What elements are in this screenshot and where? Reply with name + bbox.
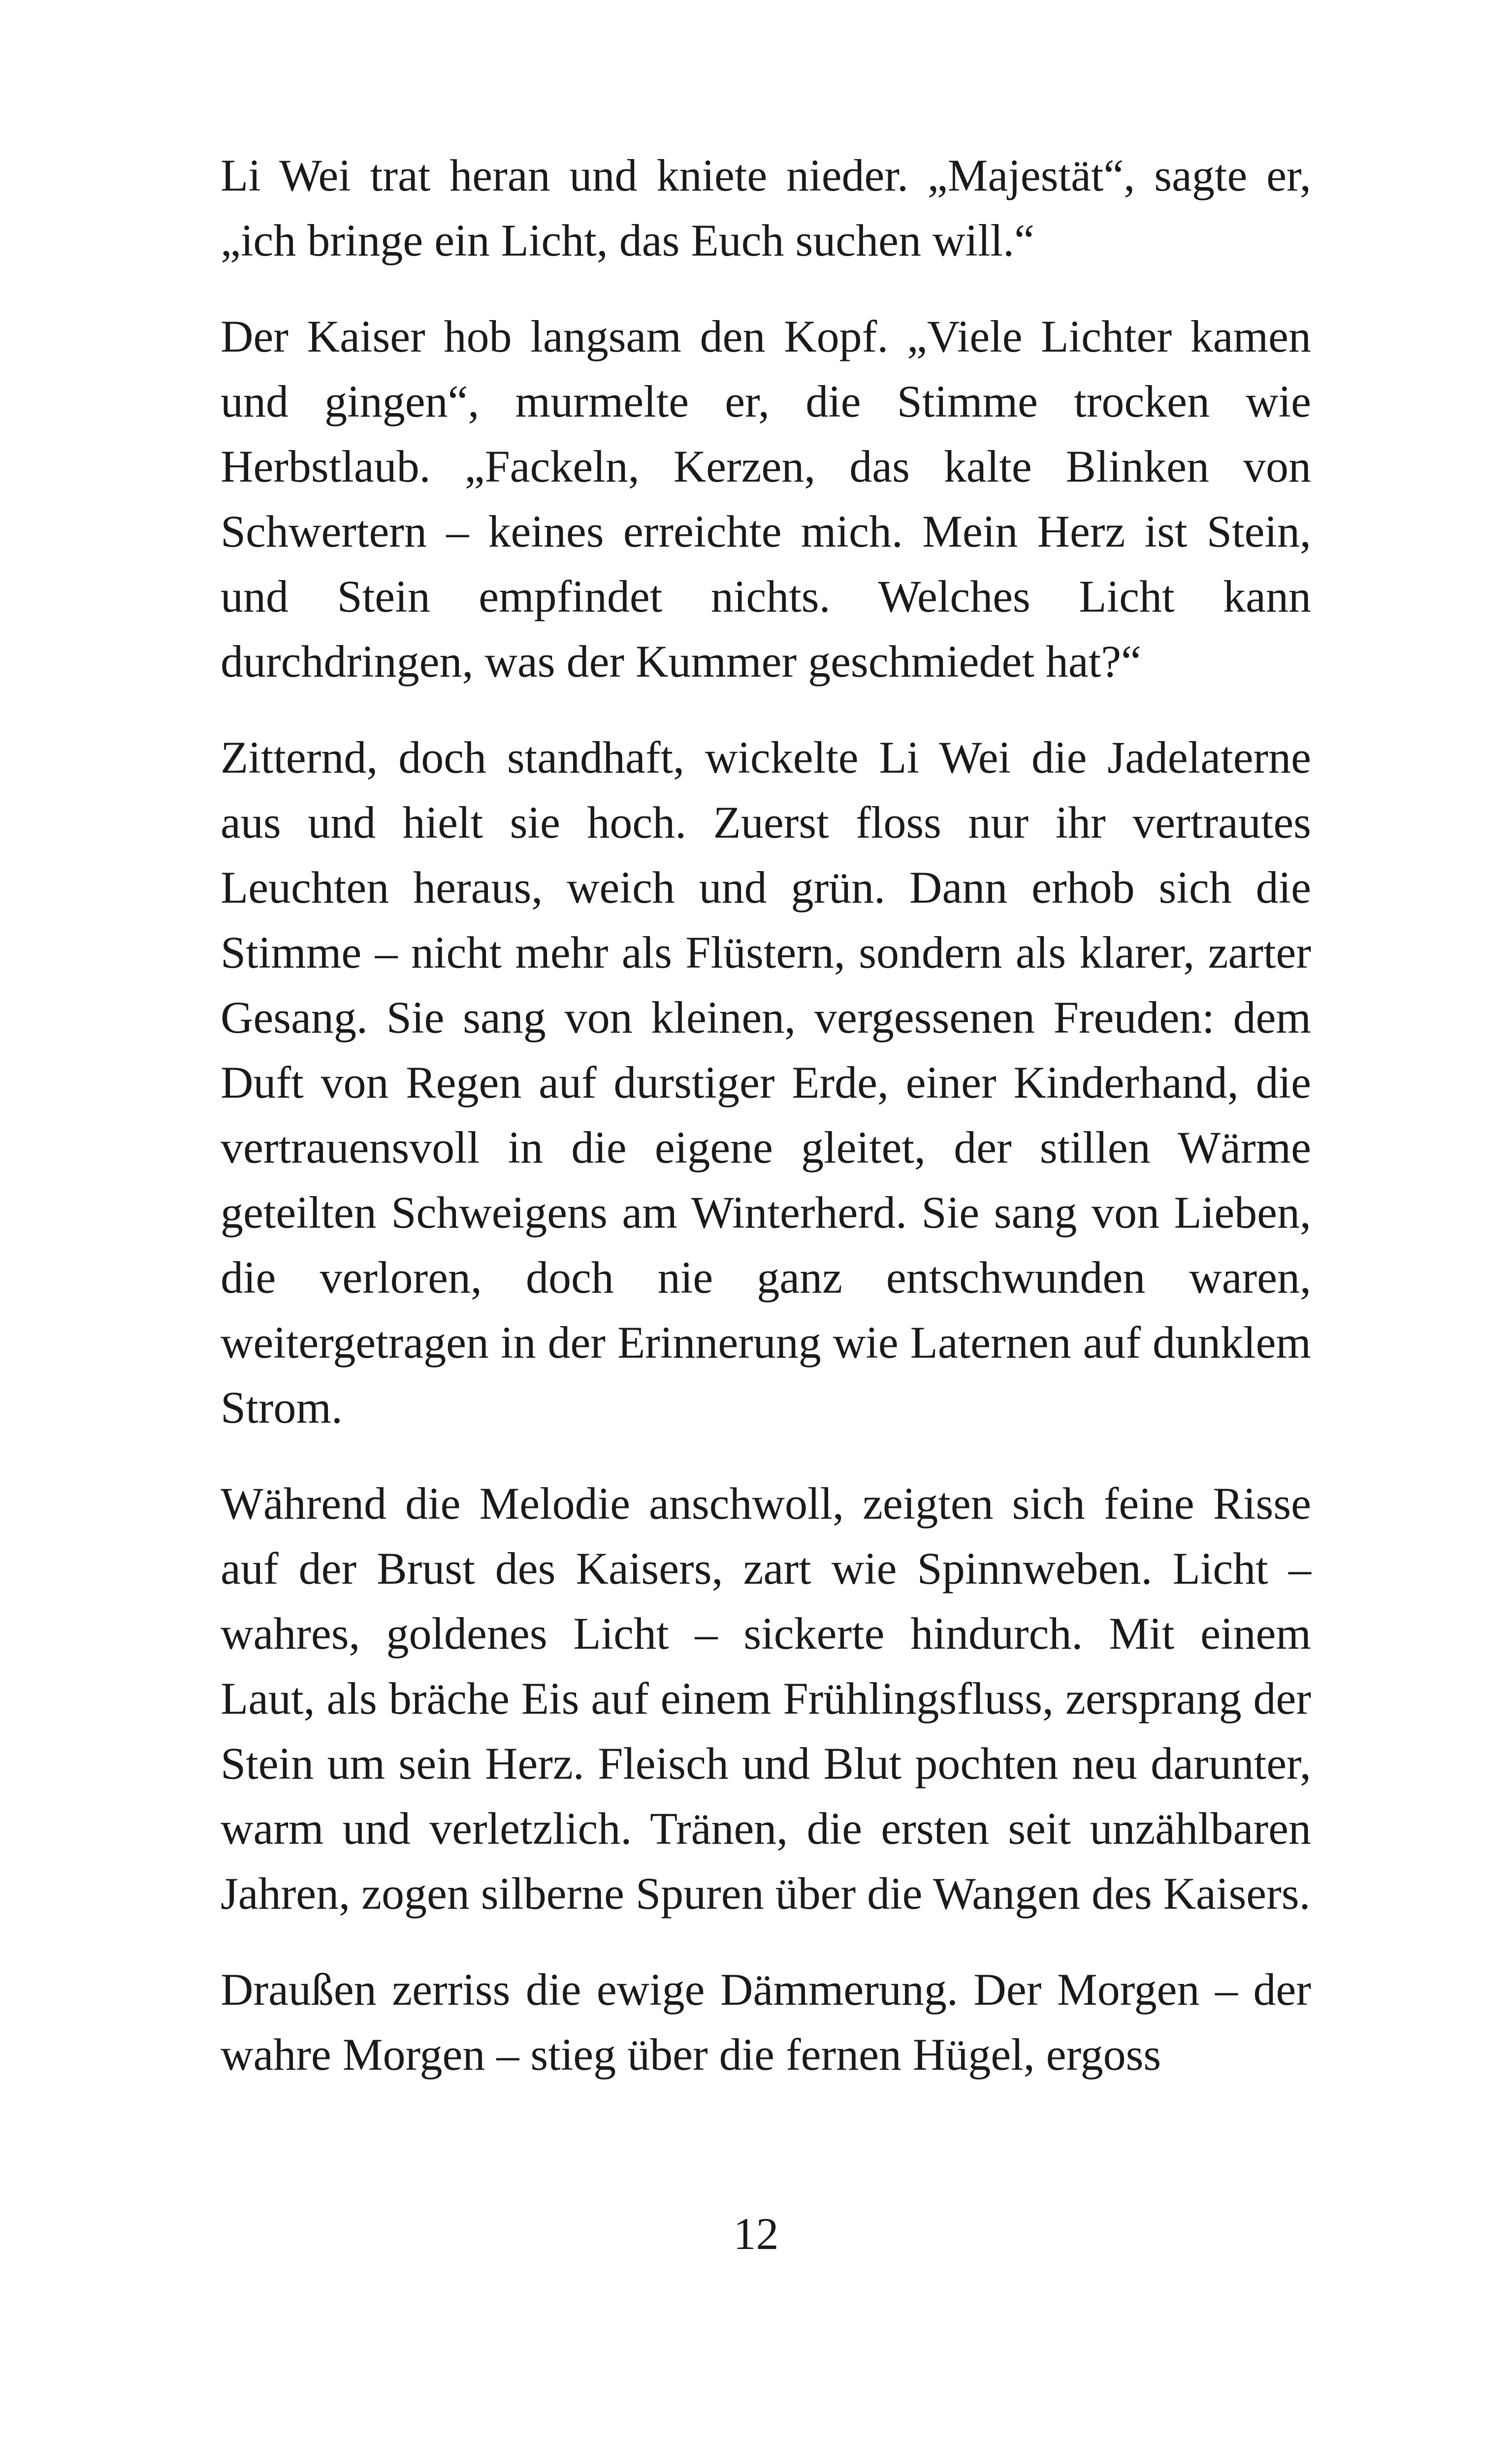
paragraph: Der Kaiser hob langsam den Kopf. „Viele Lichter kamen und gingen“, murmelte er, die Stimme trocken wie Herbstlaub. „Fackeln, Kerzen, das kalte Blinken von Schwertern – keines erreichte mich. Mein Herz ist Stein, und Stein empfindet nichts. Welches Licht kann durchdringen, was der Kummer geschmiedet hat?“ (221, 311, 1311, 686)
paragraph: Während die Melodie anschwoll, zeigten sich feine Risse auf der Brust des Kaisers, zart wie Spinnweben. Licht – wahres, goldenes Licht – sickerte hindurch. Mit einem Laut, als bräche Eis auf einem Frühlingsfluss, zersprang der Stein um sein Herz. Fleisch und Blut pochten neu darunter, warm und verletzlich. Tränen, die ersten seit unzählbaren Jahren, zogen silberne Spuren über die Wangen des Kaisers. (221, 1478, 1311, 1919)
paragraph: Li Wei trat heran und kniete nieder. „Majestät“, sagte er, „ich bringe ein Licht, das Euch suchen will.“ (221, 150, 1311, 265)
page-number: 12 (733, 2209, 779, 2259)
paragraph: Draußen zerriss die ewige Dämmerung. Der Morgen – der wahre Morgen – stieg über die fernen Hügel, ergoss (221, 1964, 1311, 2080)
paragraph: Zitternd, doch standhaft, wickelte Li Wei die Jadelaterne aus und hielt sie hoch. Zuerst floss nur ihr vertrautes Leuchten heraus, weich und grün. Dann erhob sich die Stimme – nicht mehr als Flüstern, sondern als klarer, zarter Gesang. Sie sang von kleinen, vergessenen Freuden: dem Duft von Regen auf durstiger Erde, einer Kinderhand, die vertrauensvoll in die eigene gleitet, der stillen Wärme geteilten Schweigens am Winterherd. Sie sang von Lieben, die verloren, doch nie ganz entschwunden waren, weitergetragen in der Erinnerung wie Laternen auf dunklem Strom. (221, 732, 1311, 1433)
body-text (221, 143, 1311, 2118)
